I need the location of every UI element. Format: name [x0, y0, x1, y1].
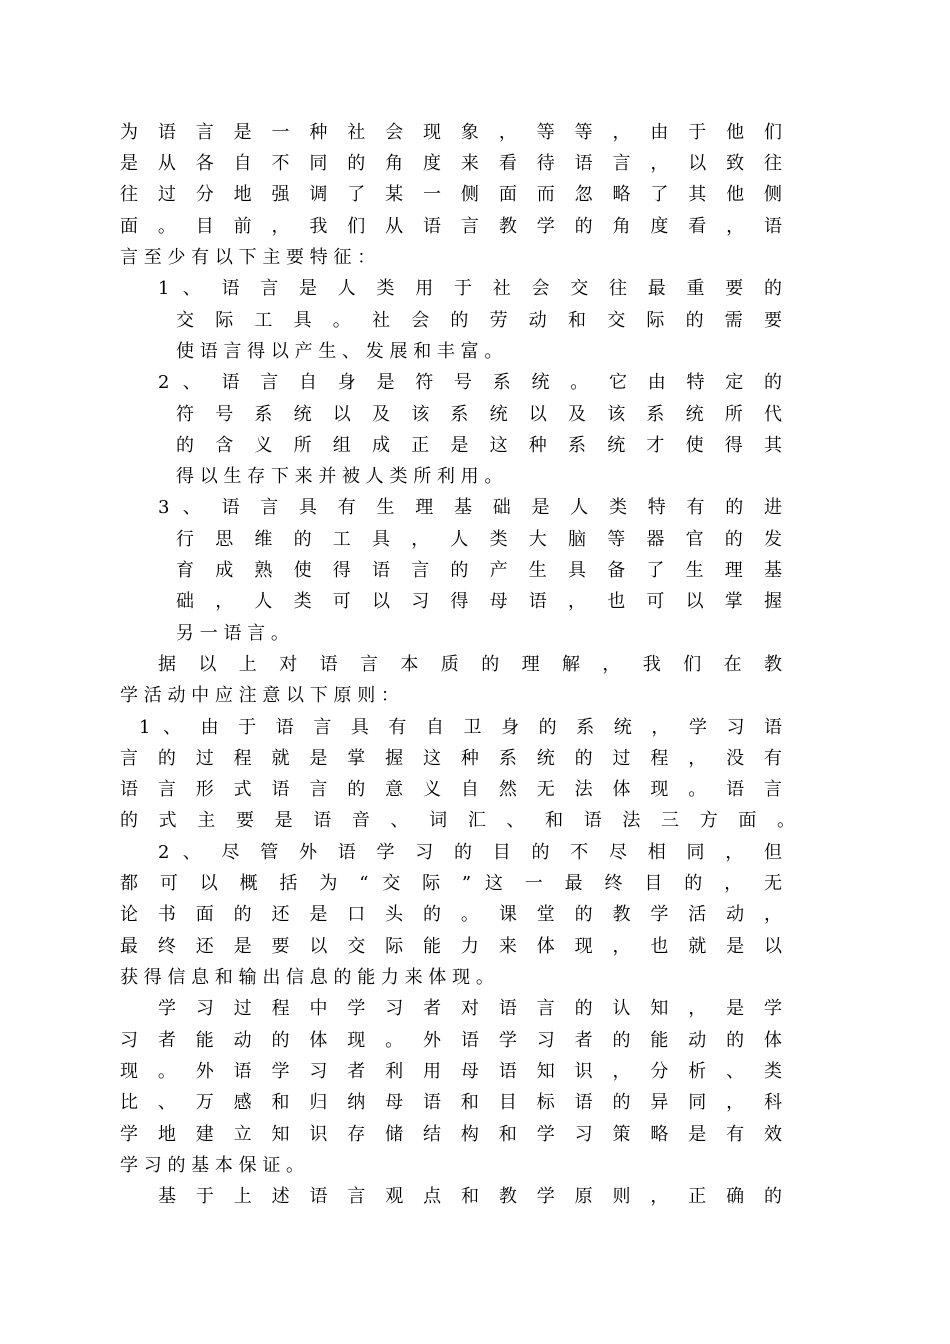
text-line: 习 者 能 动 的 体 现 。 外 语 学 习 者 的 能 动 的 体	[120, 1030, 782, 1051]
list-item-line: 育 成 熟 使 得 语 言 的 产 生 具 备 了 生 理 基	[176, 560, 782, 581]
list-item-line: 行 思 维 的 工 具 ， 人 类 大 脑 等 器 官 的 发	[176, 529, 782, 550]
list-item-line: 交 际 工 具 。 社 会 的 劳 动 和 交 际 的 需 要	[176, 310, 782, 331]
text-line: 面 。 目 前 ， 我 们 从 语 言 教 学 的 角 度 看 ， 语	[120, 216, 782, 237]
text-line: 现 。 外 语 学 习 者 利 用 母 语 知 识 ， 分 析 、 类	[120, 1061, 782, 1082]
principle-line: 1 、 由 于 语 言 具 有 自 卫 身 的 系 统 ， 学 习 语	[139, 717, 782, 738]
principle-line: 都 可 以 概 括 为 “ 交 际 ” 这 一 最 终 目 的 ， 无	[120, 873, 782, 894]
list-item-line: 3 、 语 言 具 有 生 理 基 础 是 人 类 特 有 的 进	[158, 497, 782, 518]
principle-line: 言 的 过 程 就 是 掌 握 这 种 系 统 的 过 程 ， 没 有	[120, 748, 782, 769]
text-line: 基 于 上 述 语 言 观 点 和 教 学 原 则 ， 正 确 的	[158, 1186, 782, 1207]
list-item-line: 符 号 系 统 以 及 该 系 统 以 及 该 系 统 所 代	[176, 404, 782, 425]
text-line: 往 过 分 地 强 调 了 某 一 侧 面 而 忽 略 了 其 他 侧	[120, 184, 782, 205]
text-line: 学 活 动 中 应 注 意 以 下 原 则 ：	[120, 685, 399, 706]
text-line: 据 以 上 对 语 言 本 质 的 理 解 ， 我 们 在 教	[158, 654, 782, 675]
text-line: 言 至 少 有 以 下 主 要 特 征 ：	[120, 247, 376, 268]
list-item-line: 使 语 言 得 以 产 生 、 发 展 和 丰 富 。	[176, 341, 503, 362]
principle-line: 论 书 面 的 还 是 口 头 的 。 课 堂 的 教 学 活 动 ，	[120, 904, 782, 925]
list-item-line: 2 、 语 言 自 身 是 符 号 系 统 。 它 由 特 定 的	[158, 372, 782, 393]
principle-line: 语 言 形 式 语 言 的 意 义 自 然 无 法 体 现 。 语 言	[120, 779, 782, 800]
text-line: 学 习 的 基 本 保 证 。	[120, 1155, 305, 1176]
principle-line: 的 式 主 要 是 语 音 、 词 汇 、 和 语 法 三 方 面 。	[120, 810, 795, 831]
list-item-line: 的 含 义 所 组 成 正 是 这 种 系 统 才 使 得 其	[176, 435, 782, 456]
text-line: 为 语 言 是 一 种 社 会 现 象 ， 等 等 ， 由 于 他 们	[120, 122, 782, 143]
principle-line: 2 、 尽 管 外 语 学 习 的 目 的 不 尽 相 同 ， 但	[158, 842, 782, 863]
principle-line: 获 得 信 息 和 输 出 信 息 的 能 力 来 体 现 。	[120, 967, 494, 988]
principle-line: 最 终 还 是 要 以 交 际 能 力 来 体 现 ， 也 就 是 以	[120, 936, 782, 957]
list-item-line: 得 以 生 存 下 来 并 被 人 类 所 利 用 。	[176, 466, 503, 487]
text-line: 学 习 过 程 中 学 习 者 对 语 言 的 认 知 ， 是 学	[158, 998, 782, 1019]
text-line: 学 地 建 立 知 识 存 储 结 构 和 学 习 策 略 是 有 效	[120, 1124, 782, 1145]
list-item-line: 另 一 语 言 。	[176, 623, 289, 644]
text-line: 是 从 各 自 不 同 的 角 度 来 看 待 语 言 ， 以 致 往	[120, 153, 782, 174]
list-item-line: 础 ， 人 类 可 以 习 得 母 语 ， 也 可 以 掌 握	[176, 591, 782, 612]
list-item-line: 1 、 语 言 是 人 类 用 于 社 会 交 往 最 重 要 的	[158, 278, 782, 299]
text-line: 比 、 万 感 和 归 纳 母 语 和 目 标 语 的 异 同 ， 科	[120, 1092, 782, 1113]
